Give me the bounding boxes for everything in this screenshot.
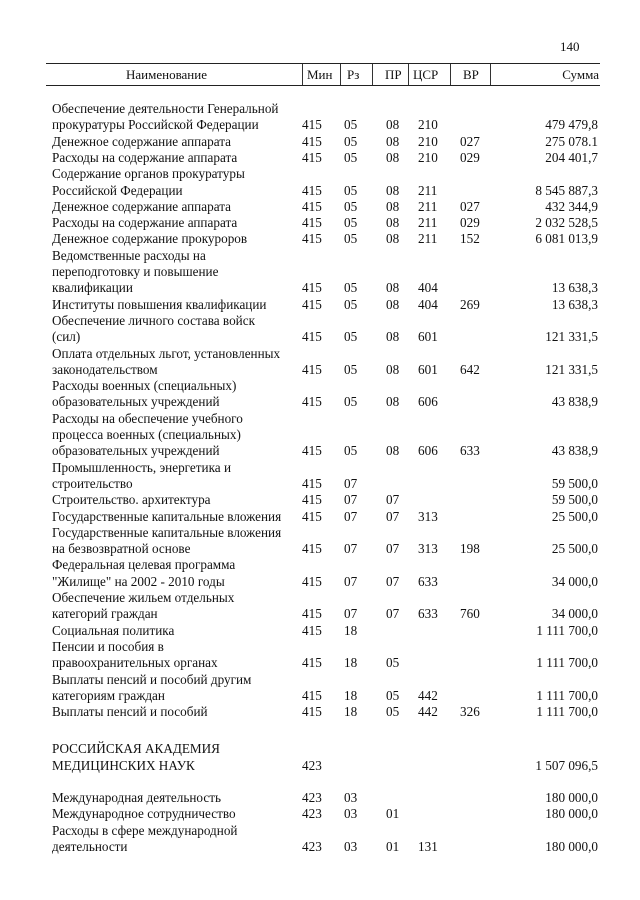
cell-pr: 05 xyxy=(386,655,400,670)
cell-sum: 1 111 700,0 xyxy=(536,623,598,638)
cell-csr: 606 xyxy=(418,443,438,458)
table-row xyxy=(0,606,640,622)
cell-min: 415 xyxy=(302,509,322,524)
cell-name: категорий граждан xyxy=(52,606,158,621)
section-title-line1: РОССИЙСКАЯ АКАДЕМИЯ xyxy=(52,741,220,756)
table-row xyxy=(0,427,640,443)
cell-rz: 05 xyxy=(344,362,358,377)
header-name: Наименование xyxy=(126,67,207,82)
cell-sum: 2 032 528,5 xyxy=(535,215,598,230)
cell-pr: 01 xyxy=(386,839,400,854)
cell-name: Ведомственные расходы на xyxy=(52,248,206,263)
cell-name: (сил) xyxy=(52,329,81,344)
table-row xyxy=(0,839,640,855)
cell-rz: 05 xyxy=(344,394,358,409)
cell-name: Денежное содержание аппарата xyxy=(52,199,231,214)
cell-name: строительство xyxy=(52,476,133,491)
cell-min: 415 xyxy=(302,443,322,458)
cell-name: Государственные капитальные вложения xyxy=(52,525,282,540)
header-min: Мин xyxy=(302,64,341,85)
cell-rz: 05 xyxy=(344,150,358,165)
table-row xyxy=(0,639,640,655)
cell-pr: 08 xyxy=(386,297,400,312)
cell-csr: 211 xyxy=(418,199,438,214)
cell-min: 415 xyxy=(302,476,322,491)
cell-sum: 25 500,0 xyxy=(551,509,598,524)
table-row xyxy=(0,346,640,362)
cell-rz: 03 xyxy=(344,806,358,821)
cell-min: 415 xyxy=(302,117,322,132)
cell-pr: 08 xyxy=(386,117,400,132)
cell-name: Институты повышения квалификации xyxy=(52,297,267,312)
cell-min: 415 xyxy=(302,655,322,670)
cell-sum: 121 331,5 xyxy=(545,329,598,344)
cell-name: Денежное содержание аппарата xyxy=(52,134,231,149)
cell-name: "Жилище" на 2002 - 2010 годы xyxy=(52,574,225,589)
cell-rz: 18 xyxy=(344,688,358,703)
cell-min: 415 xyxy=(302,297,322,312)
cell-name: образовательных учреждений xyxy=(52,394,220,409)
header-vr: ВР xyxy=(450,64,490,85)
cell-rz: 07 xyxy=(344,574,358,589)
cell-csr: 313 xyxy=(418,541,438,556)
cell-min: 423 xyxy=(302,790,322,805)
table-row xyxy=(0,525,640,541)
cell-sum: 275 078.1 xyxy=(545,134,598,149)
cell-name: деятельности xyxy=(52,839,128,854)
cell-csr: 606 xyxy=(418,394,438,409)
cell-vr: 029 xyxy=(460,215,480,230)
cell-name: Международная деятельность xyxy=(52,790,221,805)
table-row xyxy=(0,623,640,639)
cell-vr: 269 xyxy=(460,297,480,312)
table-row xyxy=(0,183,640,199)
cell-min: 415 xyxy=(302,623,322,638)
table-row xyxy=(0,704,640,720)
cell-rz: 07 xyxy=(344,509,358,524)
table-row xyxy=(0,329,640,345)
cell-rz: 18 xyxy=(344,655,358,670)
cell-name: категориям граждан xyxy=(52,688,165,703)
cell-vr: 198 xyxy=(460,541,480,556)
table-row xyxy=(0,574,640,590)
cell-csr: 131 xyxy=(418,839,438,854)
cell-pr: 07 xyxy=(386,492,400,507)
cell-sum: 43 838,9 xyxy=(551,443,598,458)
cell-min: 415 xyxy=(302,231,322,246)
cell-pr: 08 xyxy=(386,443,400,458)
cell-pr: 08 xyxy=(386,231,400,246)
cell-name: Содержание органов прокуратуры xyxy=(52,166,245,181)
cell-name: Оплата отдельных льгот, установленных xyxy=(52,346,281,361)
cell-sum: 8 545 887,3 xyxy=(535,183,598,198)
cell-rz: 05 xyxy=(344,199,358,214)
table-row xyxy=(0,806,640,822)
header-pr: ПР xyxy=(372,64,404,85)
table-row xyxy=(0,362,640,378)
table-row xyxy=(0,117,640,133)
cell-rz: 07 xyxy=(344,476,358,491)
cell-min: 423 xyxy=(302,806,322,821)
cell-min: 415 xyxy=(302,329,322,344)
cell-pr: 08 xyxy=(386,183,400,198)
cell-sum: 180 000,0 xyxy=(545,790,598,805)
cell-pr: 08 xyxy=(386,215,400,230)
cell-rz: 05 xyxy=(344,134,358,149)
cell-min: 415 xyxy=(302,215,322,230)
section-title-row xyxy=(0,758,640,774)
cell-pr: 05 xyxy=(386,704,400,719)
table-row xyxy=(0,134,640,150)
section-title xyxy=(0,741,640,757)
cell-name: Федеральная целевая программа xyxy=(52,557,236,572)
table-row xyxy=(0,297,640,313)
cell-rz: 07 xyxy=(344,606,358,621)
cell-name: прокуратуры Российской Федерации xyxy=(52,117,259,132)
table-row xyxy=(0,688,640,704)
cell-sum: 13 638,3 xyxy=(551,297,598,312)
cell-name: Выплаты пенсий и пособий другим xyxy=(52,672,252,687)
cell-name: Международное сотрудничество xyxy=(52,806,236,821)
table-row xyxy=(0,541,640,557)
cell-name: на безвозвратной основе xyxy=(52,541,191,556)
cell-csr: 210 xyxy=(418,150,438,165)
cell-pr: 07 xyxy=(386,541,400,556)
cell-csr: 633 xyxy=(418,606,438,621)
cell-csr: 211 xyxy=(418,183,438,198)
cell-sum: 13 638,3 xyxy=(551,280,598,295)
cell-name: Промышленность, энергетика и xyxy=(52,460,232,475)
cell-name: Расходы на содержание аппарата xyxy=(52,215,238,230)
cell-pr: 07 xyxy=(386,509,400,524)
table-row xyxy=(0,443,640,459)
table-row xyxy=(0,492,640,508)
cell-vr: 633 xyxy=(460,443,480,458)
cell-min: 415 xyxy=(302,280,322,295)
cell-name: Денежное содержание прокуроров xyxy=(52,231,248,246)
table-row xyxy=(0,672,640,688)
cell-rz: 05 xyxy=(344,297,358,312)
cell-pr: 08 xyxy=(386,199,400,214)
table-row xyxy=(0,199,640,215)
cell-sum: 121 331,5 xyxy=(545,362,598,377)
cell-name: Обеспечение личного состава войск xyxy=(52,313,255,328)
table-header xyxy=(46,63,600,86)
cell-sum: 34 000,0 xyxy=(551,574,598,589)
table-row xyxy=(0,460,640,476)
cell-csr: 601 xyxy=(418,362,438,377)
cell-pr: 08 xyxy=(386,280,400,295)
table-row xyxy=(0,313,640,329)
cell-min: 415 xyxy=(302,183,322,198)
cell-min: 415 xyxy=(302,704,322,719)
table-row xyxy=(0,264,640,280)
cell-csr: 442 xyxy=(418,688,438,703)
cell-rz: 18 xyxy=(344,623,358,638)
cell-name: переподготовку и повышение xyxy=(52,264,219,279)
cell-pr: 08 xyxy=(386,394,400,409)
cell-min: 415 xyxy=(302,688,322,703)
table-row xyxy=(0,823,640,839)
cell-sum: 432 344,9 xyxy=(545,199,598,214)
cell-csr: 404 xyxy=(418,280,438,295)
cell-sum: 180 000,0 xyxy=(545,806,598,821)
cell-vr: 642 xyxy=(460,362,480,377)
cell-min: 423 xyxy=(302,839,322,854)
table-row xyxy=(0,378,640,394)
header-sum: Сумма xyxy=(490,64,599,85)
cell-pr: 07 xyxy=(386,606,400,621)
cell-name: Государственные капитальные вложения xyxy=(52,509,282,524)
cell-csr: 442 xyxy=(418,704,438,719)
cell-sum: 43 838,9 xyxy=(551,394,598,409)
cell-vr: 760 xyxy=(460,606,480,621)
cell-rz: 05 xyxy=(344,329,358,344)
cell-rz: 05 xyxy=(344,183,358,198)
cell-name: Обеспечение жильем отдельных xyxy=(52,590,235,605)
cell-name: правоохранительных органах xyxy=(52,655,218,670)
table-row xyxy=(0,509,640,525)
cell-name: Выплаты пенсий и пособий xyxy=(52,704,208,719)
table-row xyxy=(0,476,640,492)
header-rz: Рз xyxy=(340,64,375,85)
cell-vr: 029 xyxy=(460,150,480,165)
table-row xyxy=(0,101,640,117)
cell-min: 415 xyxy=(302,606,322,621)
cell-rz: 05 xyxy=(344,443,358,458)
cell-min: 415 xyxy=(302,541,322,556)
cell-csr: 404 xyxy=(418,297,438,312)
cell-name: Расходы в сфере международной xyxy=(52,823,238,838)
cell-sum: 59 500,0 xyxy=(551,476,598,491)
cell-sum: 34 000,0 xyxy=(551,606,598,621)
cell-csr: 633 xyxy=(418,574,438,589)
cell-name: процесса военных (специальных) xyxy=(52,427,241,442)
cell-pr: 08 xyxy=(386,150,400,165)
table-row xyxy=(0,411,640,427)
cell-rz: 03 xyxy=(344,839,358,854)
cell-name: Расходы на содержание аппарата xyxy=(52,150,238,165)
cell-name: Российской Федерации xyxy=(52,183,183,198)
cell-min: 415 xyxy=(302,394,322,409)
cell-sum: 1 507 096,5 xyxy=(535,758,598,773)
cell-csr: 601 xyxy=(418,329,438,344)
cell-min: 415 xyxy=(302,199,322,214)
cell-pr: 05 xyxy=(386,688,400,703)
table-row xyxy=(0,590,640,606)
section-title-line2: МЕДИЦИНСКИХ НАУК xyxy=(52,758,195,773)
cell-rz: 05 xyxy=(344,231,358,246)
header-csr: ЦСР xyxy=(408,64,453,85)
table-row xyxy=(0,280,640,296)
cell-min: 415 xyxy=(302,134,322,149)
cell-csr: 211 xyxy=(418,215,438,230)
cell-sum: 1 111 700,0 xyxy=(536,688,598,703)
table-row xyxy=(0,215,640,231)
cell-name: образовательных учреждений xyxy=(52,443,220,458)
cell-sum: 59 500,0 xyxy=(551,492,598,507)
cell-sum: 204 401,7 xyxy=(545,150,598,165)
cell-sum: 479 479,8 xyxy=(545,117,598,132)
cell-rz: 07 xyxy=(344,492,358,507)
cell-name: Обеспечение деятельности Генеральной xyxy=(52,101,279,116)
table-row xyxy=(0,655,640,671)
cell-pr: 08 xyxy=(386,329,400,344)
cell-vr: 027 xyxy=(460,199,480,214)
cell-name: квалификации xyxy=(52,280,133,295)
cell-sum: 1 111 700,0 xyxy=(536,704,598,719)
table-row xyxy=(0,166,640,182)
cell-sum: 180 000,0 xyxy=(545,839,598,854)
table-row xyxy=(0,557,640,573)
cell-name: Строительство. архитектура xyxy=(52,492,211,507)
cell-csr: 210 xyxy=(418,134,438,149)
cell-csr: 211 xyxy=(418,231,438,246)
cell-vr: 152 xyxy=(460,231,480,246)
table-row xyxy=(0,231,640,247)
cell-name: законодательством xyxy=(52,362,158,377)
cell-name: Расходы на обеспечение учебного xyxy=(52,411,243,426)
cell-csr: 313 xyxy=(418,509,438,524)
table-row xyxy=(0,150,640,166)
cell-rz: 03 xyxy=(344,790,358,805)
cell-rz: 05 xyxy=(344,215,358,230)
cell-name: Социальная политика xyxy=(52,623,175,638)
cell-pr: 08 xyxy=(386,362,400,377)
cell-rz: 18 xyxy=(344,704,358,719)
cell-min: 415 xyxy=(302,574,322,589)
table-row xyxy=(0,394,640,410)
table-row xyxy=(0,248,640,264)
cell-sum: 25 500,0 xyxy=(551,541,598,556)
cell-vr: 326 xyxy=(460,704,480,719)
cell-min: 415 xyxy=(302,362,322,377)
cell-sum: 6 081 013,9 xyxy=(535,231,598,246)
cell-rz: 05 xyxy=(344,280,358,295)
cell-sum: 1 111 700,0 xyxy=(536,655,598,670)
cell-pr: 08 xyxy=(386,134,400,149)
cell-min: 423 xyxy=(302,758,322,773)
cell-rz: 07 xyxy=(344,541,358,556)
cell-rz: 05 xyxy=(344,117,358,132)
cell-pr: 01 xyxy=(386,806,400,821)
page-number: 140 xyxy=(560,39,580,54)
cell-name: Расходы военных (специальных) xyxy=(52,378,237,393)
cell-min: 415 xyxy=(302,492,322,507)
cell-pr: 07 xyxy=(386,574,400,589)
cell-min: 415 xyxy=(302,150,322,165)
table-row xyxy=(0,790,640,806)
cell-name: Пенсии и пособия в xyxy=(52,639,164,654)
cell-csr: 210 xyxy=(418,117,438,132)
cell-vr: 027 xyxy=(460,134,480,149)
